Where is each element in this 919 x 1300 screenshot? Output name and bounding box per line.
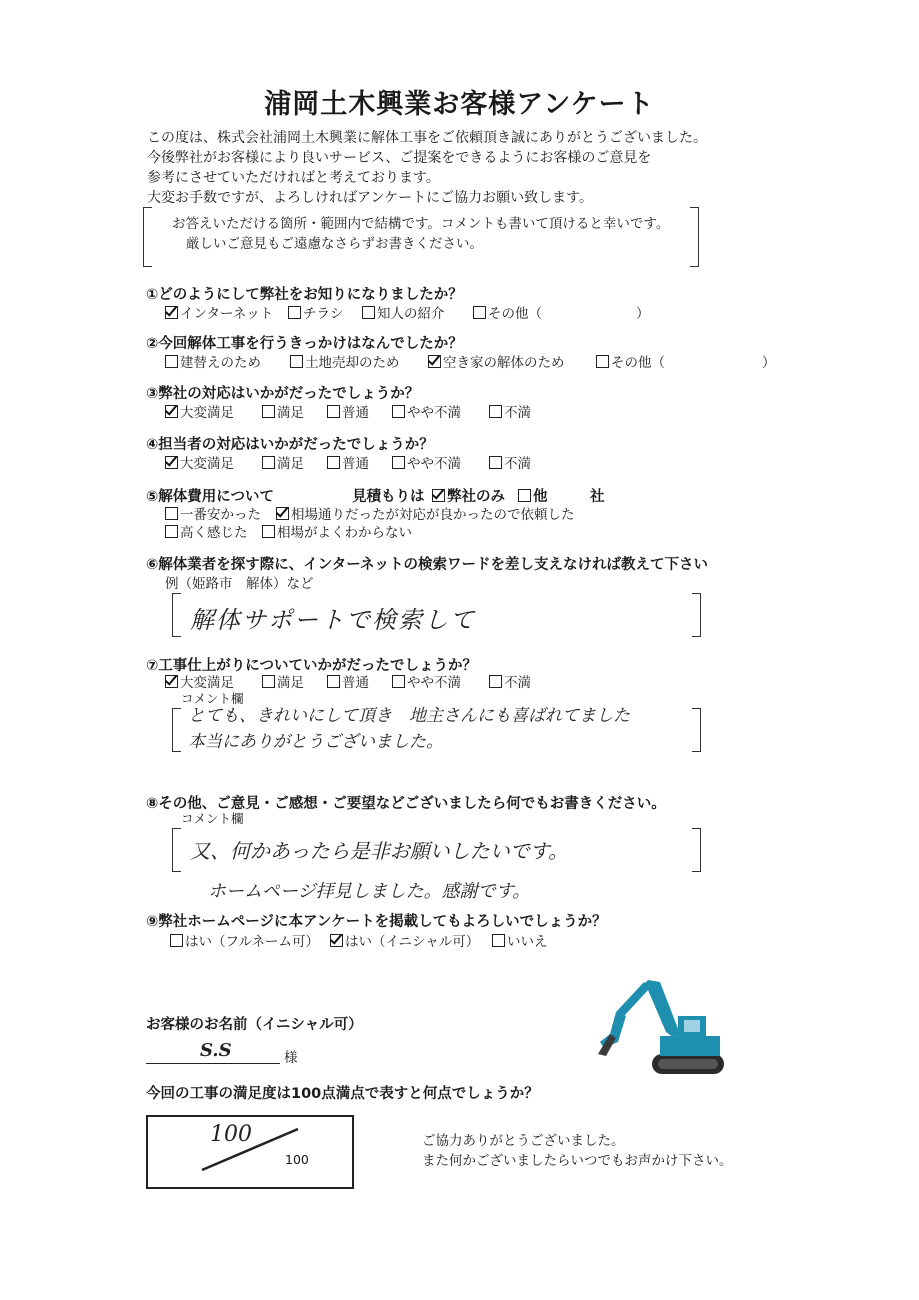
closing-text <box>422 1131 733 1171</box>
checkbox[interactable] <box>262 405 275 418</box>
estimate-label: 見積もりは <box>352 489 425 505</box>
note-line: 厳しいご意見もご遠慮なさらずお書きください。 <box>186 236 483 252</box>
q4-option[interactable]: 満足 <box>262 452 304 472</box>
checkbox[interactable] <box>165 507 178 520</box>
q8-comment-line-1[interactable]: 又、何かあったら是非お願いしたいです。 <box>190 839 569 863</box>
intro-line: 今後弊社がお客様により良いサービス、ご提案をできるようにお客様のご意見を <box>147 150 652 166</box>
checkbox[interactable] <box>165 355 178 368</box>
q4-option[interactable]: 不満 <box>489 452 531 472</box>
note-text <box>172 214 669 254</box>
checkbox[interactable] <box>489 456 502 469</box>
checkbox[interactable] <box>327 456 340 469</box>
q7-bracket-left <box>172 708 181 752</box>
q7-comment[interactable] <box>188 703 630 755</box>
checkbox[interactable] <box>290 355 303 368</box>
q8-bracket-left <box>172 828 181 872</box>
q1-close-paren: ） <box>636 306 650 322</box>
q6-bracket-right <box>692 593 701 637</box>
q7-option[interactable]: やや不満 <box>392 671 461 691</box>
question-8: ⑧その他、ご意見・ご感想・ご要望などございましたら何でもお書きください。 <box>146 796 666 812</box>
checkbox[interactable] <box>262 525 275 538</box>
checkbox[interactable] <box>518 489 531 502</box>
estimate-option[interactable]: 他 <box>518 485 548 506</box>
note-bracket-right <box>690 207 699 267</box>
checkbox[interactable] <box>362 306 375 319</box>
checkbox[interactable] <box>327 675 340 688</box>
q4-option[interactable]: 大変満足 <box>165 452 234 472</box>
q7-option[interactable]: 満足 <box>262 671 304 691</box>
name-value: S.S <box>200 1040 232 1061</box>
q1-option[interactable]: チラシ <box>288 302 344 322</box>
q2-close-paren: ） <box>762 355 776 371</box>
q2-option[interactable]: 空き家の解体のため <box>428 351 565 371</box>
checkbox[interactable] <box>392 405 405 418</box>
checkbox-checked[interactable] <box>330 934 343 947</box>
q8-comment-label: コメント欄 <box>181 811 244 826</box>
note-line: お答えいただける箇所・範囲内で結構です。コメントも書いて頂けると幸いです。 <box>172 216 670 232</box>
page-title: 浦岡土木興業お客様アンケート <box>264 89 655 120</box>
q9-option[interactable]: いいえ <box>492 930 548 950</box>
question-5: ⑤解体費用について <box>146 489 274 505</box>
name-suffix: 様 <box>284 1050 298 1066</box>
q6-example: 例（姫路市 解体）など <box>165 576 314 592</box>
checkbox[interactable] <box>492 934 505 947</box>
checkbox[interactable] <box>262 675 275 688</box>
excavator-icon <box>590 972 730 1082</box>
note-bracket-left <box>143 207 152 267</box>
checkbox[interactable] <box>489 675 502 688</box>
q3-option[interactable]: 満足 <box>262 401 304 421</box>
q6-answer[interactable]: 解体サポートで検索して <box>190 606 476 634</box>
question-3: ③弊社の対応はいかがだったでしょうか？ <box>146 386 420 402</box>
intro-text <box>147 128 707 208</box>
checkbox[interactable] <box>596 355 609 368</box>
q6-bracket-left <box>172 593 181 637</box>
q2-option[interactable]: 土地売却のため <box>290 351 400 371</box>
q9-option[interactable]: はい（イニシャル可） <box>330 930 479 950</box>
question-2: ②今回解体工事を行うきっかけはなんでしたか？ <box>146 336 463 352</box>
q3-option[interactable]: 大変満足 <box>165 401 234 421</box>
intro-line: この度は、株式会社浦岡土木興業に解体工事をご依頼頂き誠にありがとうございました。 <box>147 130 707 146</box>
excavator-arm <box>616 982 650 1016</box>
checkbox-checked[interactable] <box>428 355 441 368</box>
q1-option[interactable]: 知人の紹介 <box>362 302 445 322</box>
question-9: ⑨弊社ホームページに本アンケートを掲載してもよろしいでしょうか？ <box>146 914 607 930</box>
checkbox-checked[interactable] <box>276 507 289 520</box>
checkbox[interactable] <box>489 405 502 418</box>
q7-comment-line: とても、きれいにして頂き 地主さんにも喜ばれてました <box>188 706 630 726</box>
q3-option[interactable]: 普通 <box>327 401 369 421</box>
checkbox[interactable] <box>392 675 405 688</box>
estimate-option[interactable]: 弊社のみ <box>432 485 505 506</box>
company-suffix: 社 <box>590 489 605 505</box>
q7-option[interactable]: 普通 <box>327 671 369 691</box>
checkbox[interactable] <box>170 934 183 947</box>
q5-option[interactable]: 一番安かった <box>165 503 261 523</box>
q3-option[interactable]: やや不満 <box>392 401 461 421</box>
question-7: ⑦工事仕上がりについていかがだったでしょうか？ <box>146 658 477 674</box>
score-max: 100 <box>285 1152 309 1167</box>
closing-line: ご協力ありがとうございました。 <box>422 1133 625 1149</box>
checkbox[interactable] <box>262 456 275 469</box>
q1-option[interactable]: インターネット <box>165 302 273 322</box>
checkbox[interactable] <box>473 306 486 319</box>
q4-option[interactable]: 普通 <box>327 452 369 472</box>
q7-option[interactable]: 不満 <box>489 671 531 691</box>
q7-option[interactable]: 大変満足 <box>165 671 234 691</box>
checkbox[interactable] <box>327 405 340 418</box>
q1-option[interactable]: その他（ <box>473 302 542 322</box>
checkbox[interactable] <box>392 456 405 469</box>
q9-option[interactable]: はい（フルネーム可） <box>170 930 319 950</box>
intro-line: 参考にさせていただければと考えております。 <box>147 170 440 186</box>
score-value: 100 <box>210 1122 252 1147</box>
q7-bracket-right <box>692 708 701 752</box>
q8-bracket-right <box>692 828 701 872</box>
excavator-track-inner <box>658 1059 718 1069</box>
closing-line: また何かございましたらいつでもお声かけ下さい。 <box>422 1153 733 1169</box>
checkbox-checked[interactable] <box>432 489 445 502</box>
excavator-window <box>684 1020 700 1032</box>
q5-option[interactable]: 相場通りだったが対応が良かったので依頼した <box>276 503 575 523</box>
checkbox[interactable] <box>165 525 178 538</box>
score-question: 今回の工事の満足度は100点満点で表すと何点でしょうか？ <box>146 1086 539 1102</box>
checkbox-checked[interactable] <box>165 306 178 319</box>
q8-comment-line-2[interactable]: ホームページ拝見しました。感謝です。 <box>208 881 531 902</box>
checkbox-checked[interactable] <box>165 675 178 688</box>
q4-option[interactable]: やや不満 <box>392 452 461 472</box>
question-4: ④担当者の対応はいかがだったでしょうか？ <box>146 437 434 453</box>
q7-comment-line: 本当にありがとうございました。 <box>188 732 443 752</box>
question-1: ①どのようにして弊社をお知りになりましたか？ <box>146 287 463 303</box>
q5-option[interactable]: 相場がよくわからない <box>262 521 412 541</box>
q2-option[interactable]: その他（ <box>596 351 665 371</box>
q3-option[interactable]: 不満 <box>489 401 531 421</box>
checkbox[interactable] <box>288 306 301 319</box>
q7-comment-label: コメント欄 <box>181 691 244 706</box>
q5-option[interactable]: 高く感じた <box>165 521 248 541</box>
intro-line: 大変お手数ですが、よろしければアンケートにご協力お願い致します。 <box>147 190 594 206</box>
checkbox-checked[interactable] <box>165 405 178 418</box>
question-6: ⑥解体業者を探す際に、インターネットの検索ワードを差し支えなければ教えて下さい <box>146 557 708 573</box>
name-label: お客様のお名前（イニシャル可） <box>146 1017 363 1033</box>
q2-option[interactable]: 建替えのため <box>165 351 261 371</box>
checkbox-checked[interactable] <box>165 456 178 469</box>
